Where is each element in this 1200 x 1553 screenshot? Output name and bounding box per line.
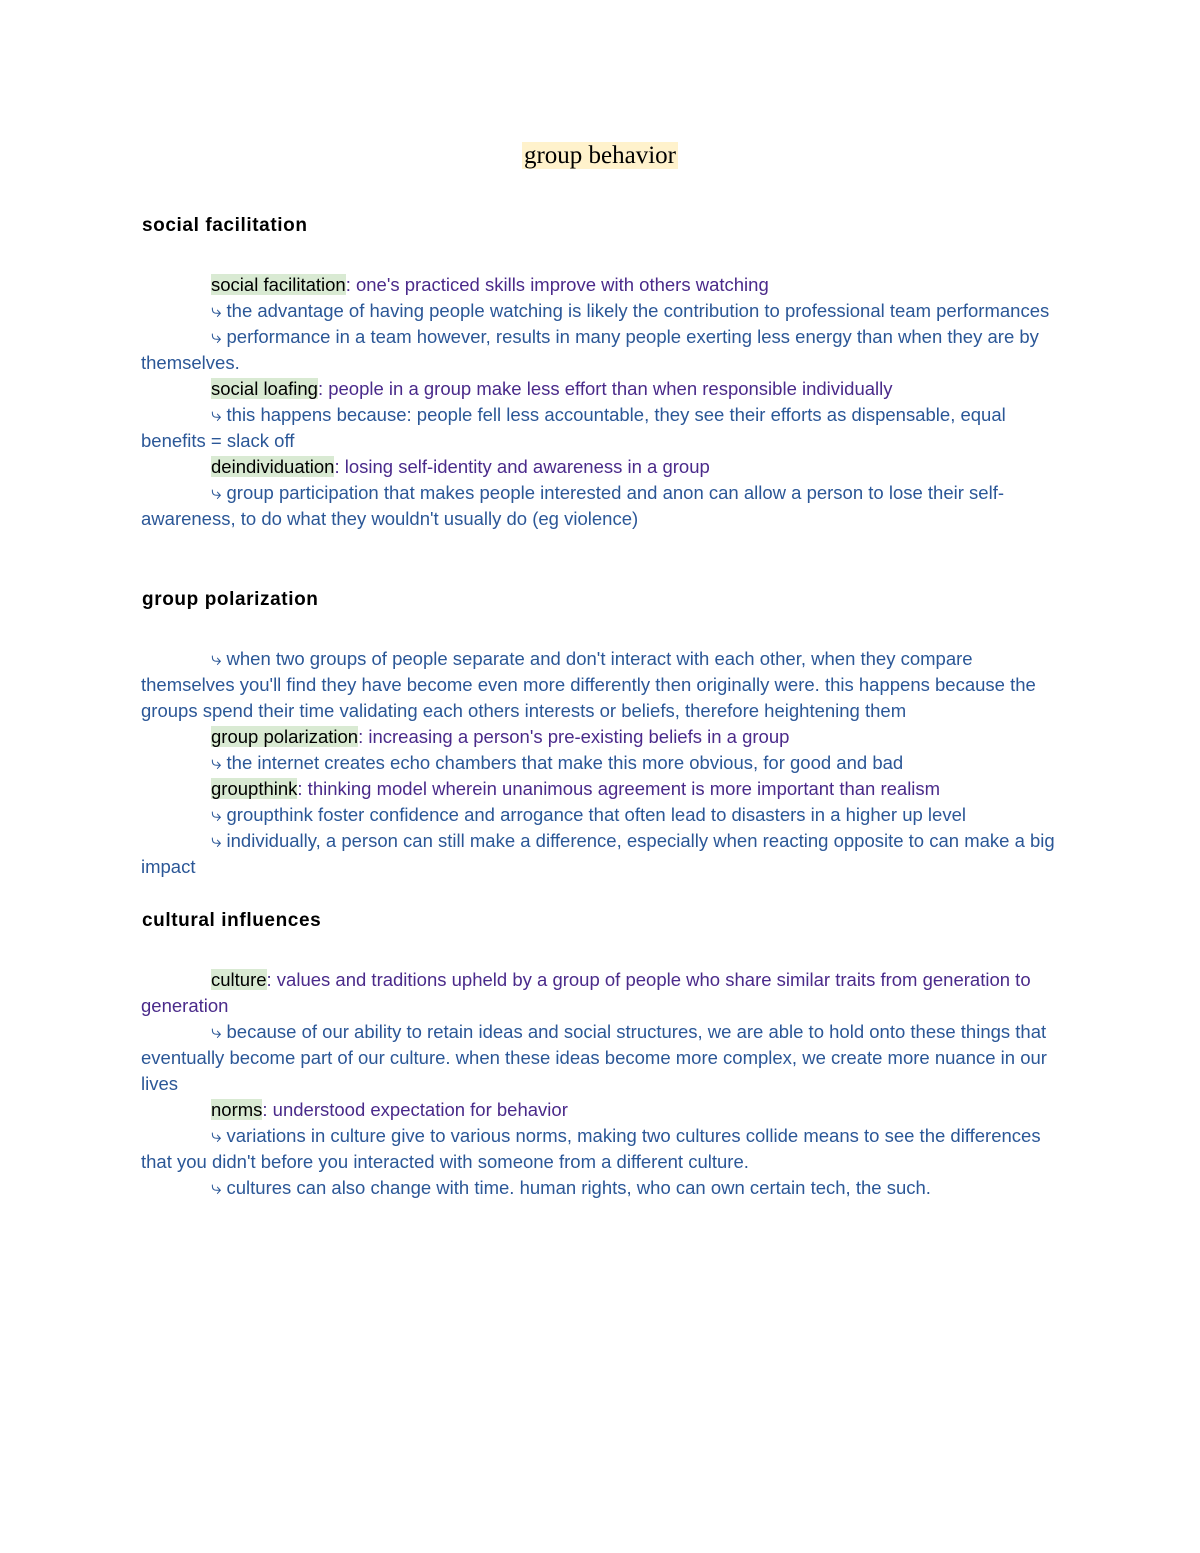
note-line: [141, 1175, 1066, 1201]
arrow-icon: ⤷: [211, 1125, 222, 1146]
definition-line: [141, 776, 1066, 802]
arrow-icon: ⤷: [211, 830, 222, 851]
section-social-facilitation-body: [141, 272, 1066, 532]
document-title: group behavior: [523, 142, 677, 169]
arrow-icon: ⤷: [211, 482, 222, 503]
term-highlight: deindividuation: [211, 456, 335, 477]
note-text: groupthink foster confidence and arrogance that often lead to disasters in a higher up level: [226, 804, 966, 825]
term-highlight: social loafing: [211, 378, 318, 399]
arrow-icon: ⤷: [211, 326, 222, 347]
note-line: [141, 1019, 1066, 1097]
definition-text: : understood expectation for behavior: [262, 1099, 568, 1120]
note-line: [141, 402, 1066, 454]
term-highlight: culture: [211, 969, 267, 990]
arrow-icon: ⤷: [211, 1177, 222, 1198]
arrow-icon: ⤷: [211, 648, 222, 669]
definition-line: [141, 1097, 1066, 1123]
definition-text: : losing self-identity and awareness in a group: [334, 456, 710, 477]
note-line: [141, 802, 1066, 828]
definition-text: : people in a group make less effort than when responsible individually: [317, 378, 893, 399]
term-highlight: norms: [211, 1099, 263, 1120]
term-highlight: groupthink: [211, 778, 298, 799]
note-text: when two groups of people separate and don't interact with each other, when they compare themselves you'll find they have become even more differently then originally were. this happens because the groups spend their time validating each others interests or beliefs, therefore heightening them: [141, 648, 1036, 721]
definition-line: [141, 454, 1066, 480]
arrow-icon: ⤷: [211, 404, 222, 425]
note-text: individually, a person can still make a difference, especially when reacting opposite to can make a big impact: [141, 830, 1055, 877]
note-line: [141, 324, 1066, 376]
term-highlight: group polarization: [211, 726, 359, 747]
arrow-icon: ⤷: [211, 804, 222, 825]
note-line: [141, 646, 1066, 724]
note-text: this happens because: people fell less accountable, they see their efforts as dispensable, equal benefits = slack off: [141, 404, 1006, 451]
note-line: [141, 1123, 1066, 1175]
definition-line: [141, 376, 1066, 402]
arrow-icon: ⤷: [211, 752, 222, 773]
definition-text: : one's practiced skills improve with others watching: [345, 274, 769, 295]
note-text: the advantage of having people watching is likely the contribution to professional team performances: [226, 300, 1050, 321]
section-heading-group-polarization: group polarization: [142, 589, 319, 610]
definition-line: [141, 967, 1066, 1019]
note-text: because of our ability to retain ideas and social structures, we are able to hold onto these things that eventually become part of our culture. when these ideas become more complex, we create more nuance in our lives: [141, 1021, 1047, 1094]
definition-line: [141, 724, 1066, 750]
note-text: group participation that makes people interested and anon can allow a person to lose their self-awareness, to do what they wouldn't usually do (eg violence): [141, 482, 1004, 529]
section-heading-cultural-influences: cultural influences: [142, 910, 322, 931]
definition-text: : thinking model wherein unanimous agreement is more important than realism: [297, 778, 941, 799]
note-text: the internet creates echo chambers that make this more obvious, for good and bad: [226, 752, 904, 773]
note-text: cultures can also change with time. human rights, who can own certain tech, the such.: [226, 1177, 931, 1198]
note-line: [141, 298, 1066, 324]
arrow-icon: ⤷: [211, 1021, 222, 1042]
note-text: variations in culture give to various norms, making two cultures collide means to see the differences that you didn't before you interacted with someone from a different culture.: [141, 1125, 1041, 1172]
definition-line: [141, 272, 1066, 298]
note-line: [141, 480, 1066, 532]
section-heading-social-facilitation: social facilitation: [142, 215, 308, 236]
note-line: [141, 750, 1066, 776]
definition-text: : values and traditions upheld by a group of people who share similar traits from generation to generation: [141, 969, 1031, 1016]
arrow-icon: ⤷: [211, 300, 222, 321]
section-group-polarization-body: [141, 646, 1066, 880]
term-highlight: social facilitation: [211, 274, 346, 295]
definition-text: : increasing a person's pre-existing beliefs in a group: [358, 726, 790, 747]
note-line: [141, 828, 1066, 880]
note-text: performance in a team however, results in many people exerting less energy than when they are by themselves.: [141, 326, 1039, 373]
section-cultural-influences-body: [141, 967, 1066, 1201]
